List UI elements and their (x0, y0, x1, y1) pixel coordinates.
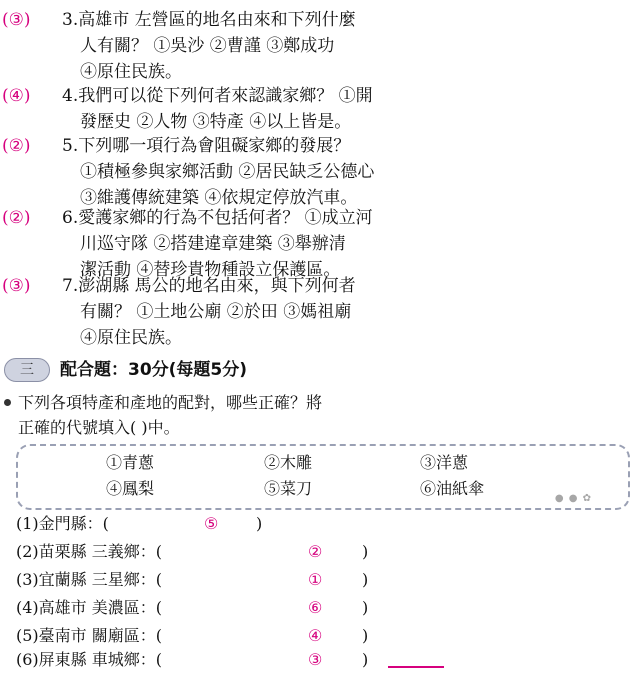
answer-value: ② (8, 208, 24, 228)
question-text-line: 4.我們可以從下列何者來認識家鄉？ ①開 (62, 86, 373, 106)
match-close: ) (362, 570, 369, 589)
option-item: ⑤菜刀 (264, 479, 313, 498)
question-text-line: ③維護傳統建築 ④依規定停放汽車。 (80, 188, 358, 208)
answer-paren: (③) (2, 10, 31, 30)
answer-paren: (③) (2, 276, 31, 296)
match-answer: ④ (308, 626, 323, 645)
answer-value: ② (8, 136, 24, 156)
match-row (16, 540, 369, 564)
answer-value: ③ (8, 276, 24, 296)
answer-value: ③ (8, 10, 24, 30)
decorative-line (388, 666, 444, 668)
match-close: ) (362, 650, 369, 669)
option-item: ④鳳梨 (106, 479, 155, 498)
section-badge: 三 (4, 358, 50, 382)
match-label: (3)宜蘭縣 三星鄉：( (16, 570, 162, 589)
match-row (16, 512, 263, 536)
match-close: ) (362, 626, 369, 645)
match-close: ) (362, 598, 369, 617)
match-label: (6)屏東縣 車城鄉：( (16, 650, 162, 669)
option-item: ①青蔥 (106, 453, 155, 472)
answer-paren: (②) (2, 208, 31, 228)
section-header (0, 358, 640, 382)
match-label: (5)臺南市 關廟區：( (16, 626, 162, 645)
question-text-line: 潔活動 ④替珍貴物種設立保護區。 (80, 260, 341, 280)
question-text-line: 5.下列哪一項行為會阻礙家鄉的發展？ (62, 136, 351, 156)
question-text-line: 6.愛護家鄉的行為不包括何者？ ①成立河 (62, 208, 373, 228)
match-label: (1)金門縣：( (16, 514, 109, 533)
intro-line: 正確的代號填入( )中。 (18, 418, 180, 437)
question-text-line: 人有關？ ①吳沙 ②曹謹 ③鄭成功 (80, 36, 335, 56)
match-label: (4)高雄市 美濃區：( (16, 598, 162, 617)
answer-value: ④ (8, 86, 24, 106)
bullet-icon (4, 399, 11, 406)
question-text-line: 3.高雄市 左營區的地名由來和下列什麼 (62, 10, 356, 30)
question-text-line: 有關？ ①土地公廟 ②於田 ③媽祖廟 (80, 302, 352, 322)
match-answer: ③ (308, 650, 323, 669)
answer-paren: (④) (2, 86, 31, 106)
options-box (16, 444, 630, 510)
match-answer: ① (308, 570, 323, 589)
question-text-line: 發歷史 ②人物 ③特產 ④以上皆是。 (80, 112, 352, 132)
option-item: ②木雕 (264, 453, 313, 472)
match-close: ) (362, 542, 369, 561)
question-text-line: 7.澎湖縣 馬公的地名由來，與下列何者 (62, 276, 356, 296)
match-answer: ⑤ (204, 514, 219, 533)
match-answer: ② (308, 542, 323, 561)
match-row (16, 596, 369, 620)
match-row (16, 648, 369, 672)
match-close: ) (256, 514, 263, 533)
option-item: ③洋蔥 (420, 453, 469, 472)
intro-line: 下列各項特產和產地的配對，哪些正確？將 (18, 393, 323, 412)
question-text-line: ④原住民族。 (80, 328, 182, 348)
flower-decoration-icon: ● ● ✿ (554, 493, 592, 504)
match-answer: ⑥ (308, 598, 323, 617)
section-title: 配合題：30分(每題5分) (60, 360, 248, 380)
option-item: ⑥油紙傘 (420, 479, 485, 498)
match-row (16, 624, 369, 648)
answer-paren: (②) (2, 136, 31, 156)
question-text-line: ①積極參與家鄉活動 ②居民缺乏公德心 (80, 162, 375, 182)
question-text-line: ④原住民族。 (80, 62, 182, 82)
match-label: (2)苗栗縣 三義鄉：( (16, 542, 162, 561)
match-row (16, 568, 369, 592)
question-text-line: 川巡守隊 ②搭建違章建築 ③舉辦清 (80, 234, 346, 254)
